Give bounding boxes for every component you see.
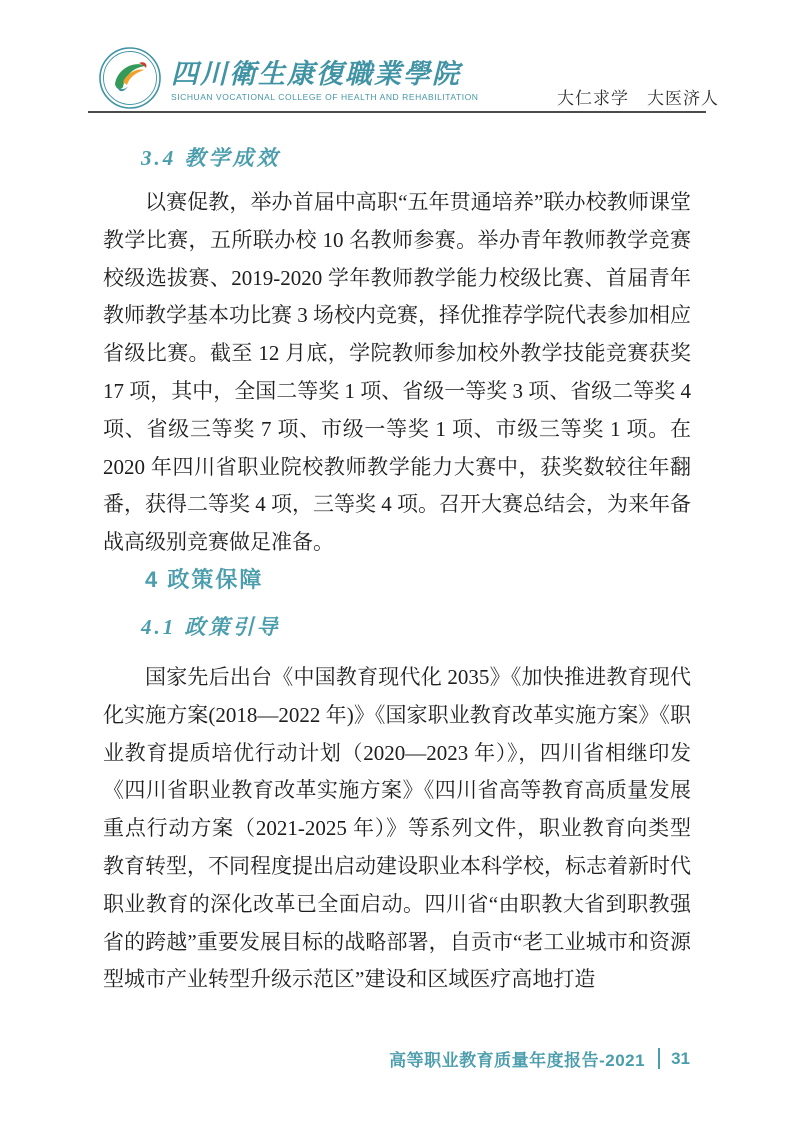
- college-emblem-icon: [98, 46, 162, 115]
- college-logo: [98, 46, 479, 115]
- college-name-cn: 四川衛生康復職業學院: [171, 59, 461, 89]
- section-heading-policy-support: 4 政策保障: [145, 567, 264, 592]
- paragraph-teaching-results: 以赛促教，举办首届中高职“五年贯通培养”联办校教师课堂教学比赛，五所联办校 10 名教师参赛。举办青年教师教学竞赛校级选拔赛、2019-2020 学年教师教学能力校级比赛、首届青年教师教学基本功比赛 3 场校内竞赛，择优推荐学院代表参加相应省级比赛。截至 12 月底，学院教师参加校外教学技能竞赛获奖 17 项，其中，全国二等奖 1 项、省级一等奖 3 项、省级二等奖 4 项、省级三等奖 7 项、市级一等奖 1 项、市级三等奖 1 项。在 2020 年四川省职业院校教师教学能力大赛中，获奖数较往年翻番，获得二等奖 4 项，三等奖 4 项。召开大赛总结会，为来年备战高级别竞赛做足准备。: [103, 190, 691, 555]
- section-heading-policy-guidance: 4.1 政策引导: [141, 615, 281, 639]
- footer-report-title: 高等职业教育质量年度报告-2021: [389, 1051, 646, 1070]
- section-heading-teaching-results: 3.4 教学成效: [141, 146, 281, 170]
- header-motto: 大仁求学 大医济人: [557, 89, 719, 108]
- footer-divider: [658, 1048, 660, 1069]
- header-rule-divider: [88, 111, 706, 113]
- college-name-en: SICHUAN VOCATIONAL COLLEGE OF HEALTH AND REHABILITATION: [171, 92, 479, 102]
- paragraph-policy-guidance: 国家先后出台《中国教育现代化 2035》《加快推进教育现代化实施方案(2018—2022 年)》《国家职业教育改革实施方案》《职业教育提质培优行动计划（2020—2023 年）》，四川省相继印发《四川省职业教育改革实施方案》《四川省高等教育高质量发展重点行动方案（2021-2025 年）》等系列文件，职业教育向类型教育转型，不同程度提出启动建设职业本科学校，标志着新时代职业教育的深化改革已全面启动。四川省“由职教大省到职教强省的跨越”重要发展目标的战略部署，自贡市“老工业城市和资源型城市产业转型升级示范区”建设和区域医疗高地打造: [103, 665, 691, 992]
- footer-page-number: 31: [671, 1048, 690, 1068]
- college-logo-text: [171, 59, 479, 102]
- page-footer: [389, 1046, 690, 1071]
